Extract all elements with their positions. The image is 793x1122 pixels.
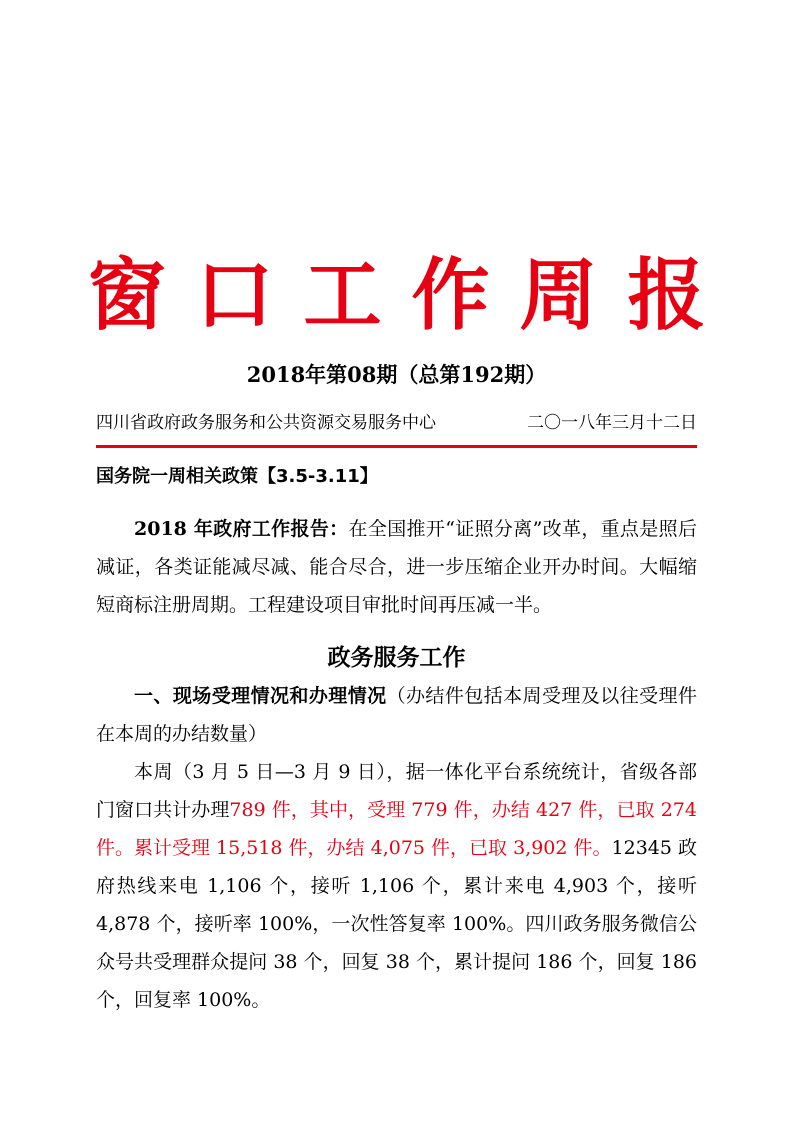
stats-intro: 本周（3 月 5 日—3 月 9 日），据一体化平台系统统计，省级各部门窗口共计办理 — [96, 761, 697, 821]
policy-heading: 国务院一周相关政策【3.5-3.11】 — [96, 466, 378, 487]
policy-lead: 2018 年政府工作报告： — [134, 518, 349, 540]
policy-paragraph — [96, 510, 697, 624]
organization-name: 四川省政府政务服务和公共资源交易服务中心 — [96, 413, 436, 433]
header-meta — [96, 410, 697, 436]
red-divider — [96, 445, 697, 448]
policy-text: 在全国推开“证照分离”改革，重点是照后减证，各类证能减尽减、能合尽合，进一步压缩企业开办时间。大幅缩短商标注册周期。工程建设项目审批时间再压减一半。 — [96, 518, 698, 616]
stats-paragraph — [96, 753, 697, 1019]
subsection-paragraph — [96, 677, 697, 753]
masthead-title: 窗口工作周报 — [87, 251, 736, 341]
stats-highlight: 789 件，其中，受理 779 件，办结 427 件，已取 274 件。累计受理 15,518 件，办结 4,075 件，已取 3,902 件。 — [96, 799, 697, 859]
subsection-heading: 一、现场受理情况和办理情况 — [134, 685, 387, 707]
issue-date: 二〇一八年三月十二日 — [527, 413, 697, 433]
issue-number: 2018年第08期（总第192期） — [246, 362, 547, 387]
section-title: 政务服务工作 — [327, 645, 466, 671]
subsection-note: （办结件包括本周受理及以往受理件在本周的办结数量） — [96, 685, 697, 745]
stats-rest: 12345 政府热线来电 1,106 个，接听 1,106 个，累计来电 4,903 个，接听 4,878 个，接听率 100%，一次性答复率 100%。四川政务服务微信公众号共受理群众提问 38 个，回复 38 个，累计提问 186 个，回复 186 个，回复率 100%。 — [96, 837, 697, 1011]
